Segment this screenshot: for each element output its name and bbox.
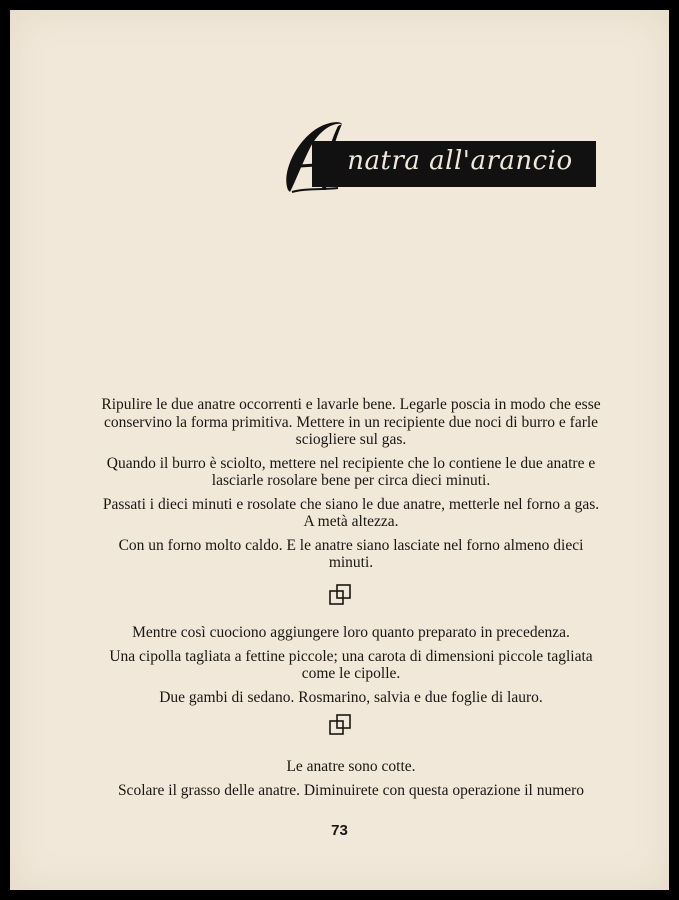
paragraph: Due gambi di sedano. Rosmarino, salvia e due foglie di lauro. [159,688,543,706]
section-3 [96,758,606,805]
paragraph: Una cipolla tagliata a fettine piccole; una carota di dimensioni piccole tagliata come le cipolle. [109,647,593,682]
book-page [10,10,669,890]
title-text [328,146,573,176]
paragraph: Le anatre sono cotte. [286,758,416,775]
paragraph: Quando il burro è sciolto, mettere nel recipiente che lo contiene le due anatre e lasciarle rosolare bene per circa dieci minuti. [106,454,596,489]
recipe-title [282,118,598,198]
page-number: 73 [331,822,348,839]
squares-ornament-icon [328,713,352,737]
title-rest: natra all'arancio [347,146,573,176]
squares-ornament-icon [328,583,352,607]
section-1 [96,396,606,578]
section-2 [96,624,606,712]
paragraph: Scolare il grasso delle anatre. Diminuirete con questa operazione il numero [117,781,585,799]
paragraph: Mentre così cuociono aggiungere loro quanto preparato in precedenza. [132,624,570,641]
paragraph: Con un forno molto caldo. E le anatre siano lasciate nel forno almeno dieci minuti. [118,536,584,571]
paragraph: Passati i dieci minuti e rosolate che siano le due anatre, metterle nel forno a gas. A metà altezza. [102,495,600,530]
paragraph: Ripulire le due anatre occorrenti e lavarle bene. Legarle poscia in modo che esse conservino la forma primitiva. Mettere in un recipiente due noci di burro e farle sciogliere sul gas. [101,396,601,448]
